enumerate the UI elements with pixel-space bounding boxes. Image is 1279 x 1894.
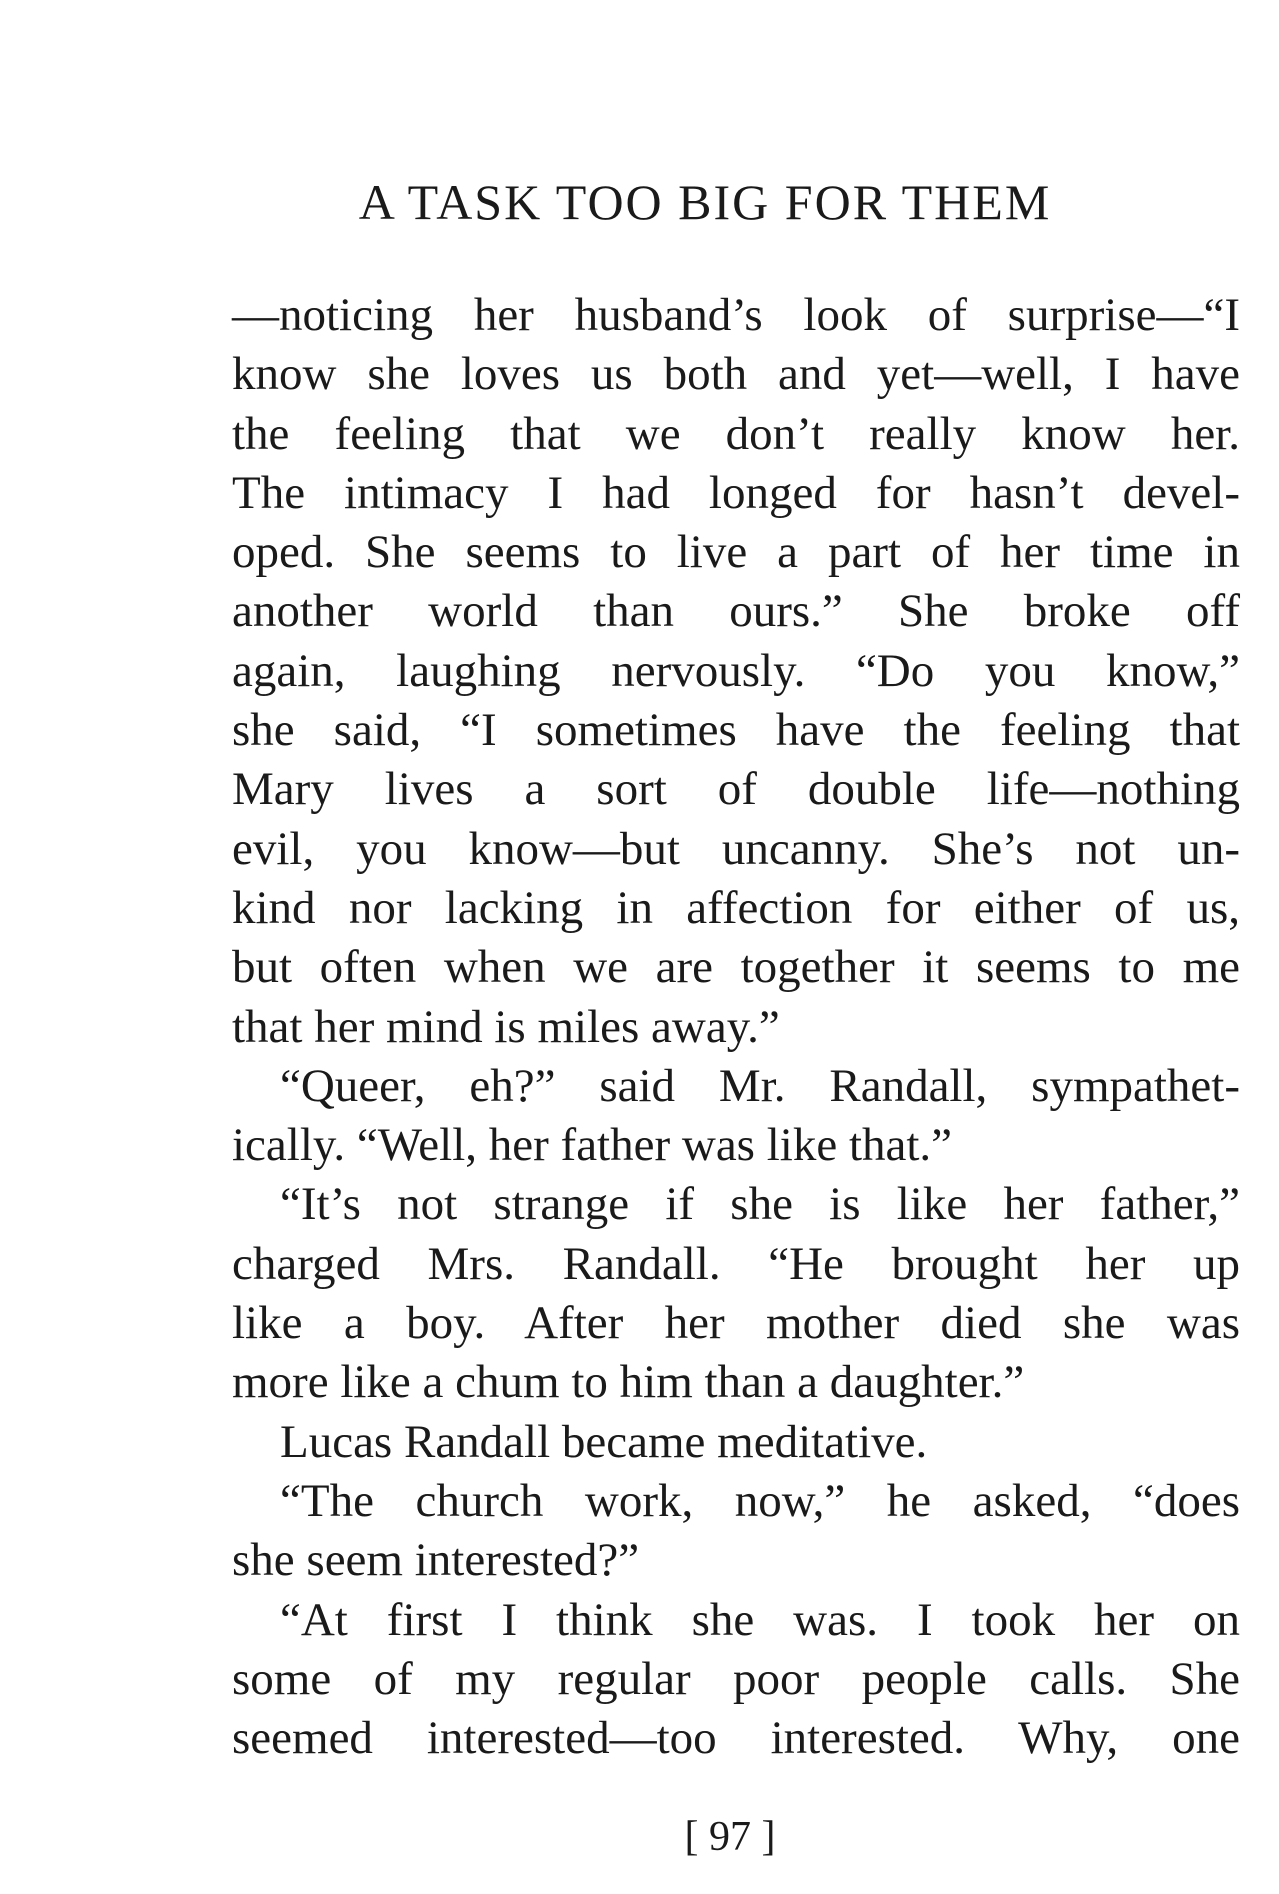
text-line: oped. She seems to live a part of her time in [232, 526, 1240, 579]
text-line: “Queer, eh?” said Mr. Randall, sympathet- [280, 1059, 1240, 1112]
text-line: charged Mrs. Randall. “He brought her up [232, 1237, 1240, 1290]
text-line: “It’s not strange if she is like her father,” [280, 1178, 1240, 1231]
text-line: “The church work, now,” he asked, “does [280, 1474, 1240, 1527]
text-line: she seem interested?” [232, 1534, 640, 1587]
text-line: another world than ours.” She broke off [232, 585, 1240, 638]
text-line: she said, “I sometimes have the feeling that [232, 704, 1240, 757]
running-head: A TASK TOO BIG FOR THEM [358, 174, 1052, 230]
text-line: seemed interested—too interested. Why, one [232, 1712, 1240, 1765]
text-line: —noticing her husband’s look of surprise—“I [232, 289, 1240, 341]
text-line: some of my regular poor people calls. She [232, 1652, 1240, 1705]
text-line: “At first I think she was. I took her on [280, 1593, 1240, 1646]
text-line: again, laughing nervously. “Do you know,” [232, 644, 1240, 697]
text-line: Lucas Randall became meditative. [280, 1415, 928, 1468]
text-line: know she loves us both and yet—well, I have [232, 348, 1240, 401]
page-number: [ 97 ] [684, 1814, 776, 1860]
text-line: kind nor lacking in affection for either of us, [232, 881, 1240, 934]
text-line: Mary lives a sort of double life—nothing [232, 763, 1240, 816]
text-line: like a boy. After her mother died she was [232, 1297, 1240, 1350]
body-text [232, 286, 1240, 1768]
text-line: more like a chum to him than a daughter.” [232, 1356, 1025, 1409]
text-line: ically. “Well, her father was like that.” [232, 1119, 953, 1172]
text-line: the feeling that we don’t really know her. [232, 407, 1240, 460]
text-line: that her mind is miles away.” [232, 1000, 780, 1053]
text-line: but often when we are together it seems to me [232, 941, 1240, 994]
text-line: The intimacy I had longed for hasn’t devel- [232, 466, 1240, 519]
text-line: evil, you know—but uncanny. She’s not un- [232, 822, 1240, 875]
